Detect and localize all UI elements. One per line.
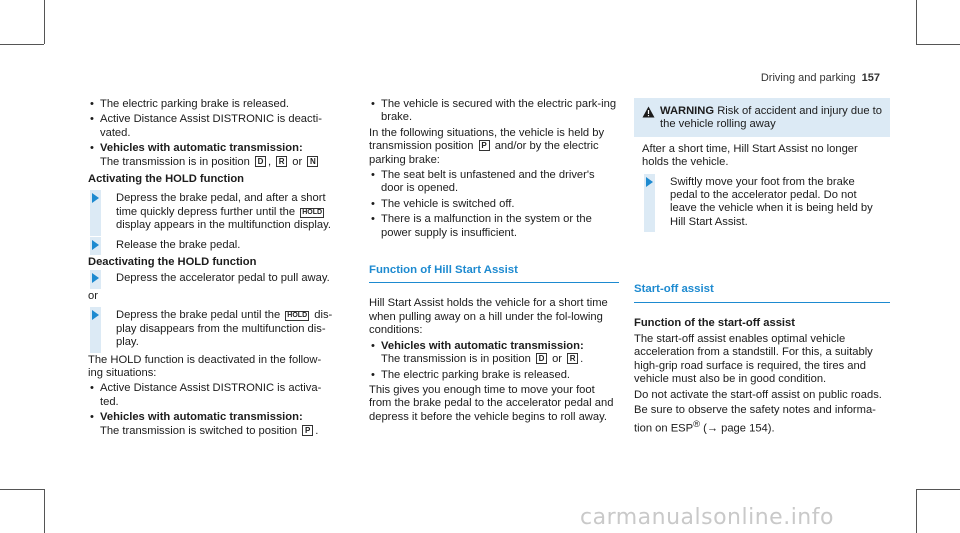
instruction-step (88, 309, 333, 349)
period: . (580, 353, 584, 366)
page-reference-link[interactable]: (→ page 154). (703, 422, 775, 435)
hold-indicator-icon: HOLD (302, 208, 323, 216)
subheading: Deactivating the HOLD function (88, 256, 257, 269)
gear-p-icon: P (302, 425, 313, 436)
gear-d-icon: D (536, 353, 547, 364)
crop-mark (916, 44, 960, 45)
column-left (88, 98, 333, 440)
gear-p-icon: P (479, 140, 490, 151)
list-item (88, 411, 333, 438)
gear-r-icon: R (567, 353, 578, 364)
list-item: • The electric parking brake is released. (88, 98, 333, 111)
section-heading: Function of Hill Start Assist (369, 264, 619, 283)
list-item: • The electric parking brake is released. (369, 369, 619, 382)
paragraph: Hill Start Assist holds the vehicle for a short time when pulling away on a hill under the fol-lowing conditions: (369, 297, 608, 337)
list-item: • The vehicle is secured with the electric park-ing brake. (369, 98, 619, 125)
gear-d-icon: D (255, 156, 266, 167)
section-title: Driving and parking (760, 72, 856, 84)
item-text: The transmission is switched to position (100, 424, 298, 437)
item-text: The transmission is in position (100, 155, 250, 168)
step-text: Swiftly move your foot from the brake pedal to the accelerator pedal. Do not leave the vehicle when it is being held by Hill Start Assist. (670, 175, 873, 228)
instruction-step (642, 176, 882, 230)
paragraph-text: and/or by the electric parking brake: (369, 140, 599, 166)
paragraph: This gives you enough time to move your foot from the brake pedal to the accelerator pedal and depress it before the vehicle begins to roll away. (369, 383, 614, 423)
list-item: • Active Distance Assist DISTRONIC is deacti-vated. (88, 113, 333, 140)
section-heading: Start-off assist (634, 283, 890, 302)
paragraph: The start-off assist enables optimal vehicle acceleration from a standstill. For this, a suitably high-grip road surface is required, the tires and vehicle must also be in good condition. (634, 333, 873, 386)
gear-r-icon: R (276, 156, 287, 167)
paragraph (634, 404, 890, 436)
paragraph (369, 127, 619, 167)
step-text: display appears in the multifunction display. (116, 219, 331, 232)
step-text: Depress the accelerator pedal to pull away. (116, 272, 330, 285)
item-title: • Vehicles with automatic transmission: (100, 411, 303, 424)
page-header (761, 72, 880, 84)
arrow-icon (646, 177, 653, 187)
list-item: • There is a malfunction in the system or the power supply is insufficient. (369, 213, 619, 240)
list-item: • The seat belt is unfastened and the driver's door is opened. (369, 169, 619, 196)
crop-mark (0, 489, 44, 490)
paragraph: After a short time, Hill Start Assist no longer holds the vehicle. (642, 142, 858, 169)
column-middle (369, 98, 619, 426)
item-title: • Vehicles with automatic transmission: (100, 142, 303, 155)
arrow-icon (92, 273, 99, 283)
step-text: Release the brake pedal. (116, 238, 241, 251)
list-item: • The vehicle is switched off. (369, 198, 619, 211)
subheading: Function of the start-off assist (634, 316, 795, 329)
subheading: Activating the HOLD function (88, 173, 244, 186)
paragraph: Do not activate the start-off assist on public roads. (634, 388, 882, 401)
step-text: Depress the brake pedal, and after a short time quickly depress further until the (116, 192, 326, 218)
crop-mark (916, 489, 917, 533)
step-text: dis-play disappears from the multifunction dis-play. (116, 309, 333, 349)
item-text: The transmission is in position (381, 353, 531, 366)
or-text: or (292, 155, 303, 168)
crop-mark (0, 44, 44, 45)
registered-mark: ® (693, 418, 700, 429)
warning-body (634, 137, 890, 243)
list-item (88, 142, 333, 169)
arrow-icon (92, 240, 99, 250)
crop-mark (916, 489, 960, 490)
warning-box (634, 98, 890, 137)
or-text: or (88, 289, 98, 302)
period: . (315, 424, 319, 437)
step-text: Depress the brake pedal until the (116, 309, 281, 322)
or-text: or (552, 353, 563, 366)
crop-mark (916, 0, 917, 44)
instruction-step (88, 272, 333, 285)
arrow-icon (92, 193, 99, 203)
gear-n-icon: N (307, 156, 318, 167)
paragraph-text: In the following situations, the vehicle is held by transmission position (369, 126, 605, 153)
instruction-step (88, 192, 333, 232)
list-item: • Active Distance Assist DISTRONIC is activa-ted. (88, 382, 333, 409)
crop-mark (44, 0, 45, 44)
crop-mark (44, 489, 45, 533)
list-item (369, 340, 619, 367)
hold-indicator-icon: HOLD (287, 312, 308, 320)
watermark: carmanualsonline.info (580, 505, 834, 530)
warning-header (642, 105, 882, 132)
warning-triangle-icon (642, 105, 660, 132)
paragraph-text: Be sure to observe the safety notes and informa-tion on ESP (634, 404, 876, 435)
item-title: • Vehicles with automatic transmission: (381, 339, 584, 352)
arrow-icon (92, 310, 99, 320)
warning-text: Risk of accident and injury due to the vehicle rolling away (660, 105, 882, 131)
column-right (634, 98, 890, 438)
separator: , (267, 155, 272, 168)
page-number: 157 (861, 72, 880, 84)
warning-title: WARNING (660, 105, 715, 117)
instruction-step (88, 239, 333, 252)
warning-heading (660, 105, 882, 132)
paragraph: The HOLD function is deactivated in the follow-ing situations: (88, 353, 322, 379)
